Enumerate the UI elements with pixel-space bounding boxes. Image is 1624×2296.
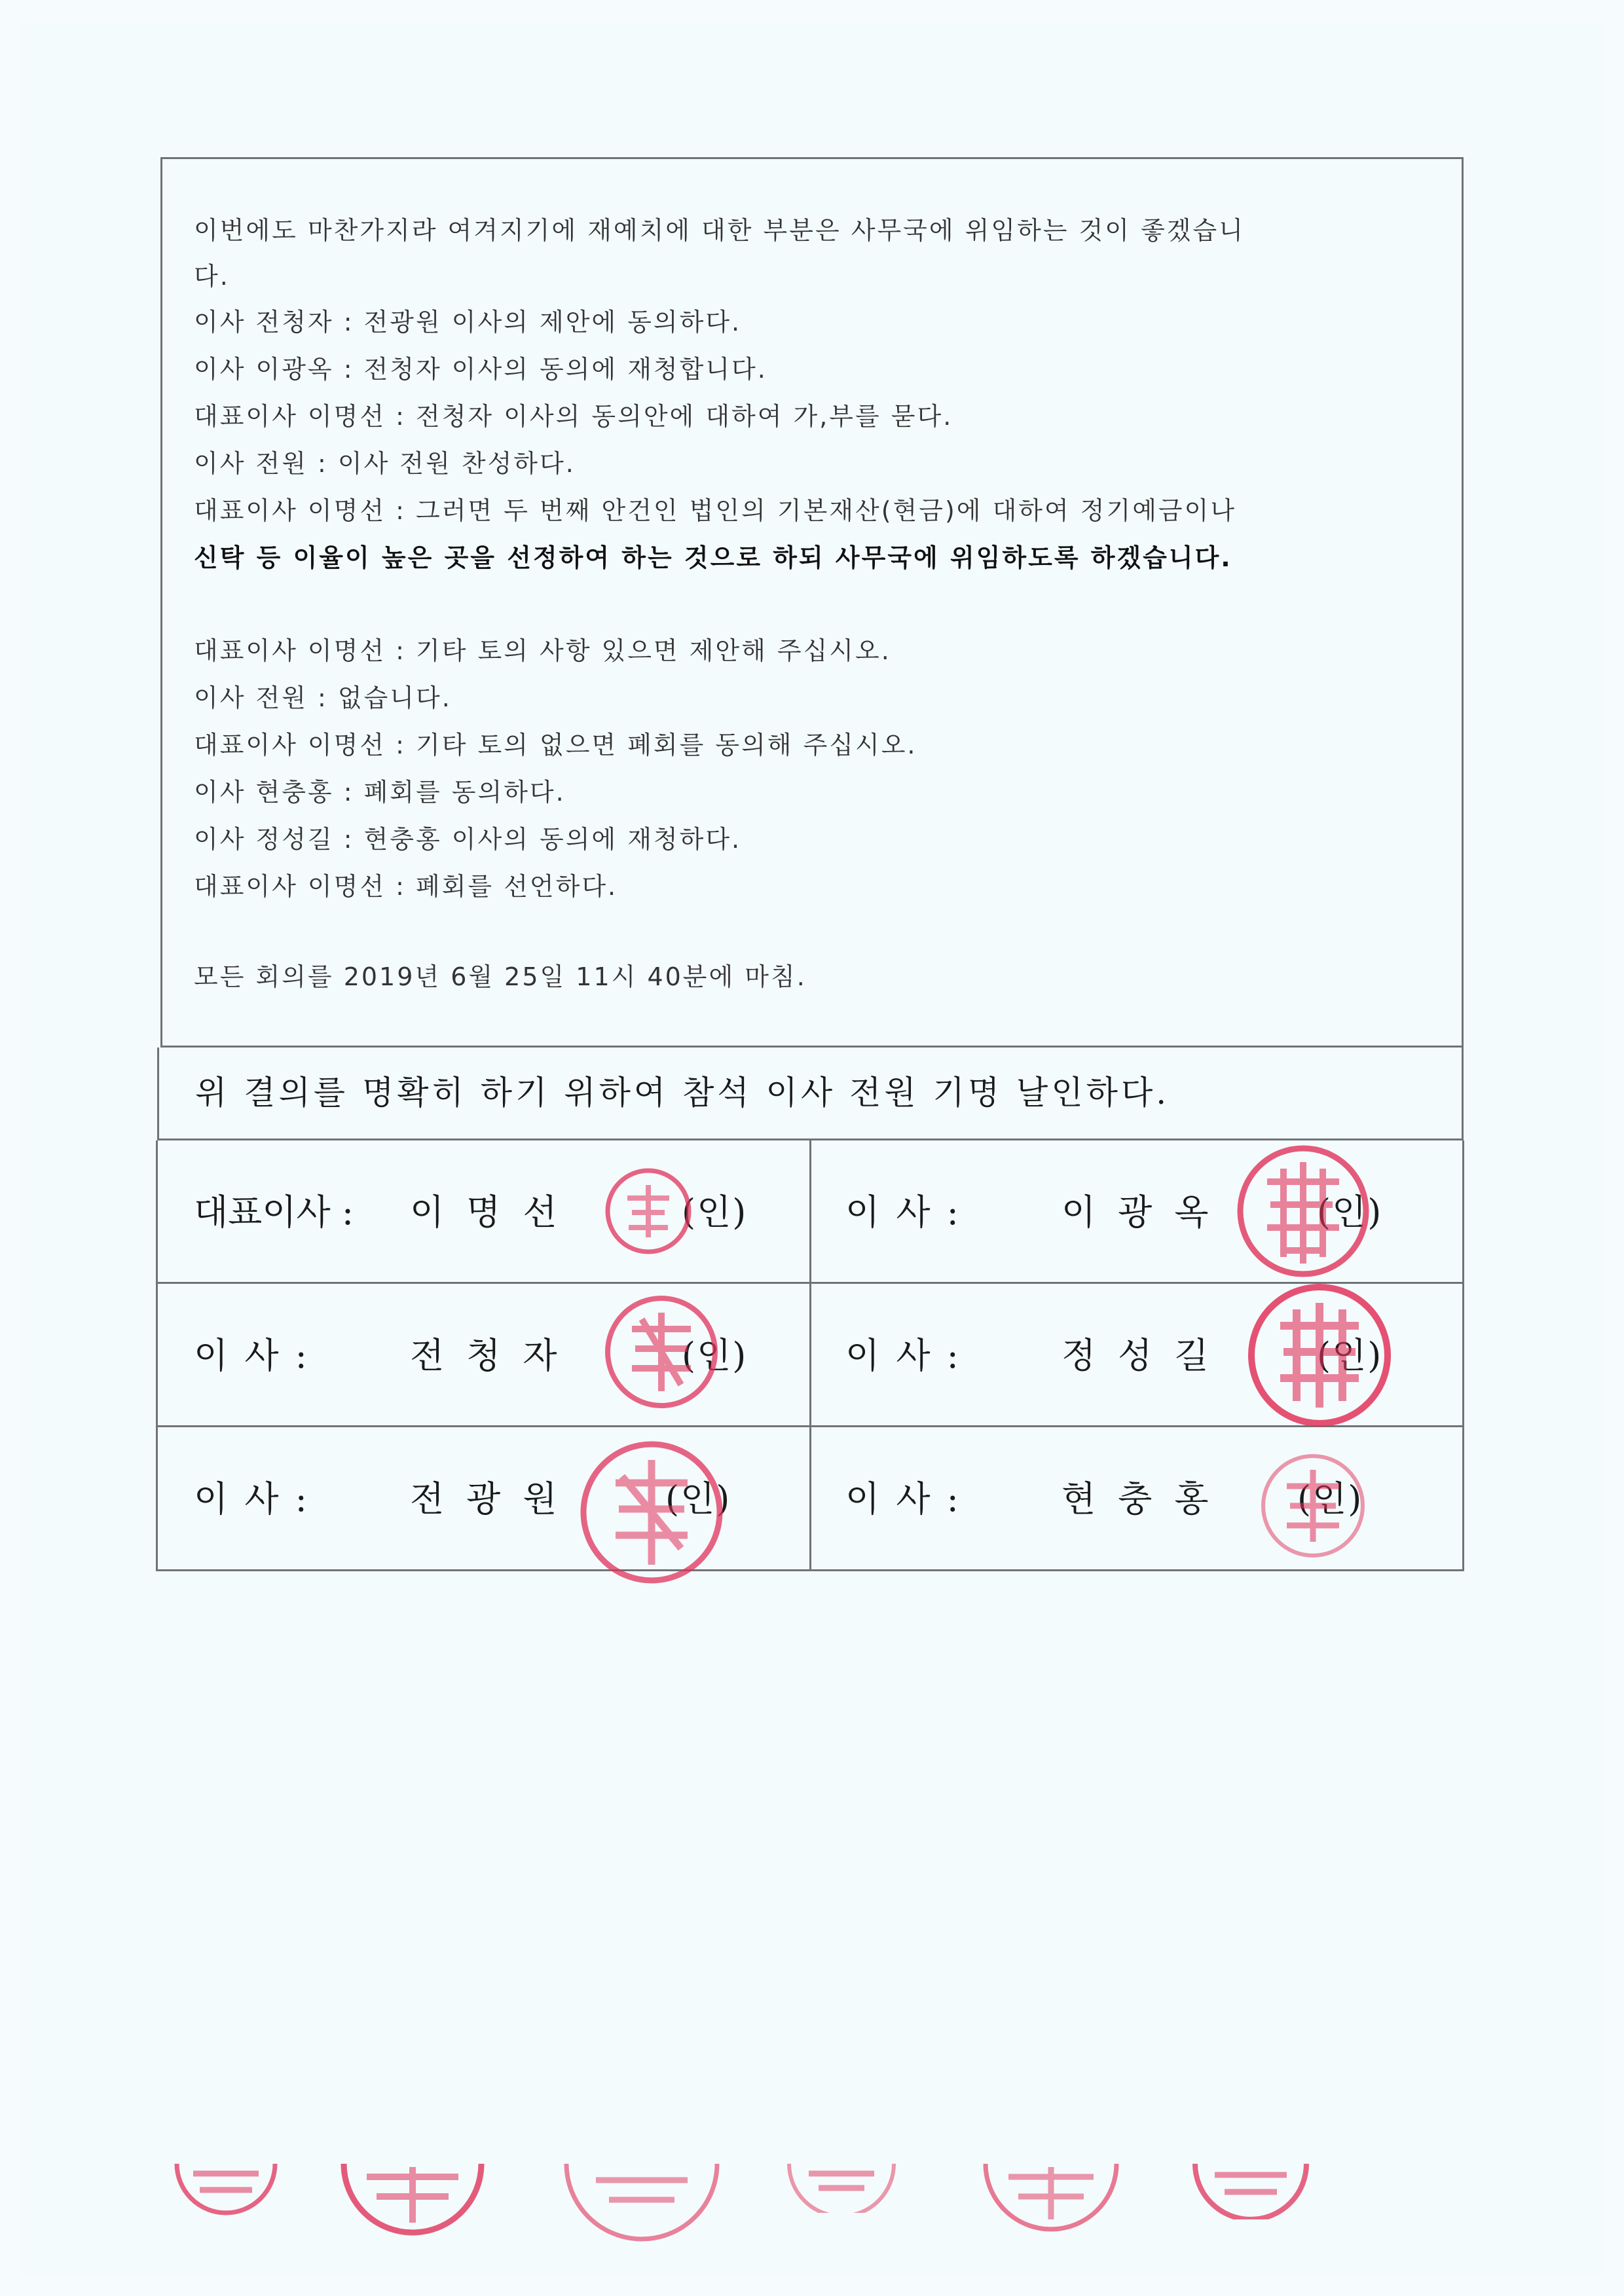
minutes-line: 대표이사 이명선 : 기타 토의 사항 있으면 제안해 주십시오. xyxy=(194,636,891,665)
signature-name: 현충홍 xyxy=(1061,1478,1231,1520)
minutes-line: 신탁 등 이율이 높은 곳을 선정하여 하는 것으로 하되 사무국에 위임하도록 하겠습니다. xyxy=(194,543,1232,572)
signature-table xyxy=(156,1140,1464,1571)
minutes-line: 이사 현충홍 : 폐회를 동의하다. xyxy=(194,778,566,807)
seal-mark: (인) xyxy=(1317,1335,1383,1376)
signature-role: 이 사 : xyxy=(845,1478,961,1520)
signature-name: 이광옥 xyxy=(1061,1192,1231,1233)
minutes-line: 다. xyxy=(194,262,230,291)
minutes-line: 이사 전원 : 없습니다. xyxy=(194,683,452,712)
seal-mark: (인) xyxy=(1297,1478,1363,1520)
signature-role: 이 사 : xyxy=(194,1478,310,1520)
signature-role: 이 사 : xyxy=(194,1335,310,1376)
signature-name: 이명선 xyxy=(410,1192,580,1233)
signature-name: 전청자 xyxy=(410,1335,580,1376)
signature-role: 이 사 : xyxy=(845,1192,961,1233)
minutes-line: 대표이사 이명선 : 전청자 이사의 동의안에 대하여 가,부를 묻다. xyxy=(194,402,953,431)
minutes-line: 이번에도 마찬가지라 여겨지기에 재예치에 대한 부분은 사무국에 위임하는 것이 좋겠습니 xyxy=(194,216,1245,245)
table-divider xyxy=(158,1425,1462,1427)
resolution-statement: 위 결의를 명확히 하기 위하여 참석 이사 전원 기명 날인하다. xyxy=(157,1048,1464,1140)
signature-name: 정성길 xyxy=(1061,1335,1231,1376)
minutes-line: 대표이사 이명선 : 폐회를 선언하다. xyxy=(194,872,618,901)
minutes-line: 이사 이광옥 : 전청자 이사의 동의에 재청합니다. xyxy=(194,355,767,384)
signature-name: 전광원 xyxy=(410,1478,580,1520)
minutes-box xyxy=(160,157,1464,1048)
minutes-line: 이사 전원 : 이사 전원 찬성하다. xyxy=(194,449,576,478)
signature-role: 이 사 : xyxy=(845,1335,961,1376)
minutes-line: 모든 회의를 2019년 6월 25일 11시 40분에 마침. xyxy=(194,962,807,991)
seal-mark: (인) xyxy=(682,1192,748,1233)
table-divider xyxy=(809,1140,811,1569)
minutes-line: 이사 전청자 : 전광원 이사의 제안에 동의하다. xyxy=(194,308,742,337)
minutes-line: 이사 정성길 : 현충홍 이사의 동의에 재청하다. xyxy=(194,825,742,854)
seal-mark: (인) xyxy=(665,1478,731,1520)
signature-role: 대표이사 : xyxy=(194,1192,354,1233)
minutes-line: 대표이사 이명선 : 그러면 두 번째 안건인 법인의 기본재산(현금)에 대하여 정기예금이나 xyxy=(194,496,1237,525)
minutes-line: 대표이사 이명선 : 기타 토의 없으면 폐회를 동의해 주십시오. xyxy=(194,731,917,759)
seal-mark: (인) xyxy=(682,1335,748,1376)
seal-mark: (인) xyxy=(1317,1192,1383,1233)
